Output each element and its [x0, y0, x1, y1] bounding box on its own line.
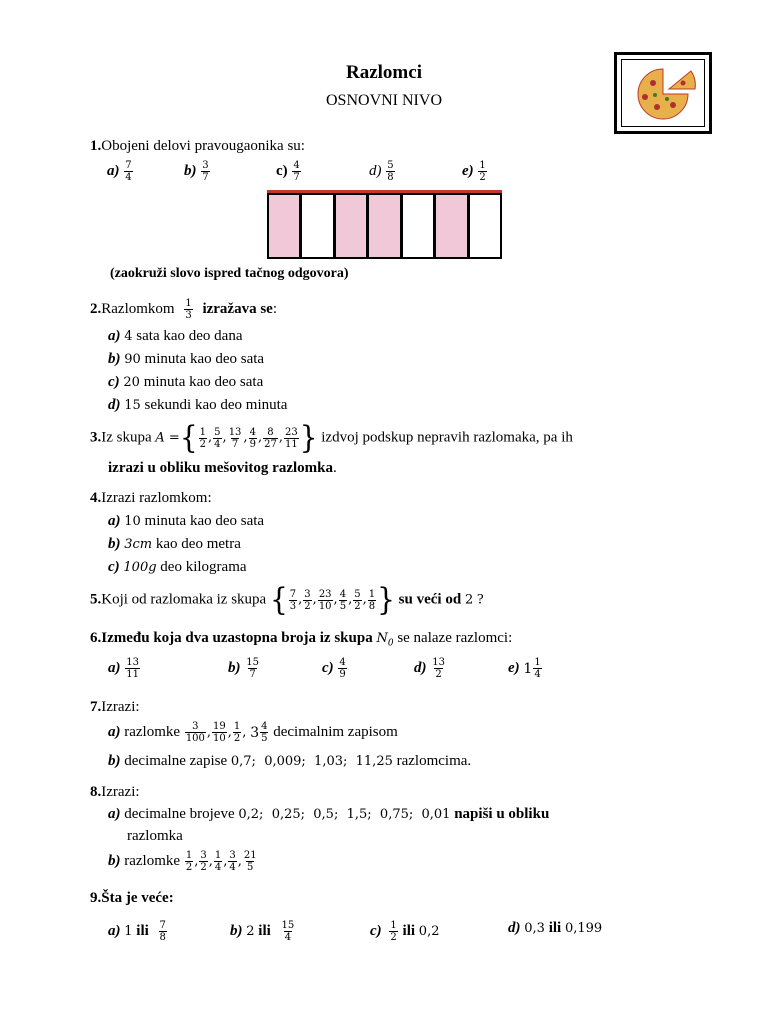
option-letter: b)	[184, 162, 197, 179]
shaded-cell	[433, 195, 466, 257]
comma: ,	[223, 854, 228, 869]
q8-fractions	[184, 850, 259, 873]
fraction: $\frac{8}{27}$	[264, 426, 277, 450]
comma: ,	[312, 592, 317, 608]
q2-text-bold: izražava se	[202, 300, 273, 317]
fraction: $\frac{1}{2}$	[479, 160, 486, 183]
fraction: $\frac{5}{8}$	[387, 160, 394, 183]
q1-option-a[interactable]	[107, 160, 134, 183]
fraction: $\frac{4}{9}$	[249, 426, 256, 450]
comma: ,	[222, 430, 227, 446]
fraction: $\frac{1}{8}$	[368, 588, 376, 612]
q3-text-b: izdvoj podskup nepravih razlomaka, pa ih	[321, 429, 573, 446]
fraction: $\frac{13}{7}$	[228, 426, 242, 450]
q1-number: 1.	[90, 138, 102, 154]
page-title: Razlomci	[346, 62, 422, 83]
fraction: $\frac{3}{4}$	[229, 850, 236, 873]
q9-heading: 9.Šta je veće:	[90, 890, 174, 906]
q6-option-d[interactable]: d) $\frac{13}{2}$	[414, 657, 445, 680]
option-letter: c)	[276, 162, 288, 179]
fraction: $\frac{23}{11}$	[284, 426, 298, 450]
q2-colon: :	[272, 300, 278, 317]
q6-heading: 6.Između koja dva uzastopna broja iz skupa $N_0$ se nalaze razlomci:	[90, 630, 513, 649]
pizza-image	[614, 52, 712, 134]
q2-heading	[90, 298, 277, 321]
q2-option-a[interactable]: a) 4 sata kao deo dana	[108, 328, 243, 344]
q6-option-c[interactable]: c) $\frac{4}{9}$	[322, 657, 346, 680]
fraction: $\frac{1}{2}$	[185, 850, 193, 873]
empty-cell	[299, 195, 332, 257]
comma: ,	[257, 430, 263, 446]
q8-part-a-cont: razlomka	[127, 828, 183, 844]
pizza-icon	[617, 55, 709, 131]
q7-part-a: a) razlomke $\frac{3}{100}$ , $\frac{19}{10}$ , $\frac{1}{2}$ , 3 $\frac{4}{5}$ decimalnim zapisom	[108, 721, 398, 744]
fraction: $\frac{19}{10}$	[213, 721, 226, 744]
comma: ,	[206, 725, 212, 740]
q3-heading: 3.Iz skupa A ={ $\frac{1}{2}$ , $\frac{5}{4}$ , $\frac{13}{7}$ , $\frac{4}{9}$ , $\frac{8}{27}$ , $\frac{23}{11}$ } izdvoj podskup nepravih razlomaka, pa ih	[90, 419, 573, 456]
comma: ,	[362, 592, 367, 608]
q4-option-c[interactable]: c) 100g deo kilograma	[108, 559, 247, 575]
q3-text: Iz skupa	[101, 429, 152, 446]
q8-part-b: b) razlomke $\frac{1}{2}$ , $\frac{3}{2}$ , $\frac{1}{4}$ , $\frac{3}{4}$ , $\frac{21}{5}$	[108, 850, 257, 873]
fraction: $\frac{3}{2}$	[304, 588, 311, 612]
empty-cell	[467, 195, 500, 257]
q3-number: 3.	[90, 429, 102, 446]
fraction: $\frac{4}{7}$	[293, 160, 300, 183]
fraction: $\frac{7}{3}$	[289, 588, 297, 612]
comma: ,	[333, 592, 338, 608]
q2-option-d[interactable]: d) 15 sekundi kao deo minuta	[108, 397, 288, 413]
fraction: $\frac{1}{4}$	[214, 850, 222, 873]
fraction: $\frac{1}{3}$	[185, 298, 192, 321]
comma: ,	[237, 854, 242, 869]
q9-option-d[interactable]: d) 0,3 ili 0,199	[508, 920, 603, 936]
q2-option-c[interactable]: c) 20 minuta kao deo sata	[108, 374, 264, 390]
page-subtitle: OSNOVNI NIVO	[326, 92, 442, 109]
fraction: $\frac{3}{2}$	[200, 850, 207, 873]
fraction: $\frac{21}{5}$	[243, 850, 257, 873]
fraction: $\frac{3}{100}$	[185, 721, 205, 744]
shaded-cell	[366, 195, 399, 257]
q3-set	[198, 426, 300, 450]
q4-heading: 4.Izrazi razlomkom:	[90, 490, 212, 506]
option-letter: a)	[107, 162, 120, 179]
q6-option-e[interactable]: e) 1 $\frac{1}{4}$	[508, 657, 541, 680]
q9-option-b[interactable]: b) 2 ili $\frac{15}{4}$	[230, 920, 295, 943]
q6-option-a[interactable]: a) $\frac{13}{11}$	[108, 657, 139, 680]
q7-heading: 7.Izrazi:	[90, 699, 140, 715]
q5-set	[288, 588, 377, 612]
comma: ,	[227, 725, 232, 740]
q9-option-a[interactable]: a) 1 ili $\frac{7}{8}$	[108, 920, 166, 943]
q7-fractions	[184, 721, 242, 744]
fraction: $\frac{3}{7}$	[202, 160, 209, 183]
q1-option-d[interactable]	[369, 160, 396, 183]
option-letter: e)	[462, 162, 474, 179]
comma: ,	[208, 430, 213, 446]
q5-heading: 5.Koji od razlomaka iz skupa { $\frac{7}{3}$ , $\frac{3}{2}$ , $\frac{23}{10}$ , $\frac{4}{5}$ , $\frac{5}{2}$ , $\frac{1}{8}$ } su veći od 2 ?	[90, 581, 484, 618]
q1-option-b[interactable]	[184, 160, 211, 183]
fraction: $\frac{23}{10}$	[318, 588, 332, 612]
fraction: $\frac{5}{2}$	[354, 588, 361, 612]
q9-option-c[interactable]: c) $\frac{1}{2}$ ili 0,2	[370, 920, 440, 943]
q1-note: (zaokruži slovo ispred tačnog odgovora)	[110, 266, 349, 281]
comma: ,	[243, 430, 248, 446]
comma: ,	[278, 430, 283, 446]
q6-option-b[interactable]: b) $\frac{15}{7}$	[228, 657, 259, 680]
fraction: $\frac{5}{4}$	[214, 426, 221, 450]
fraction: $\frac{1}{2}$	[199, 426, 207, 450]
fraction: $\frac{7}{4}$	[125, 160, 132, 183]
q4-option-b[interactable]: b) 3cm kao deo metra	[108, 536, 241, 552]
q4-option-a[interactable]: a) 10 minuta kao deo sata	[108, 513, 265, 529]
comma: ,	[194, 854, 199, 869]
comma: ,	[298, 592, 303, 608]
empty-cell	[400, 195, 433, 257]
shaded-cell	[269, 195, 299, 257]
comma: ,	[348, 592, 353, 608]
q8-heading: 8.Izrazi:	[90, 784, 140, 800]
q1-text: Obojeni delovi pravougaonika su:	[101, 138, 305, 154]
shaded-rectangle	[267, 193, 502, 259]
q3-line2: izrazi u obliku mešovitog razlomka.	[108, 460, 337, 476]
q2-number: 2.	[90, 300, 102, 317]
q2-option-b[interactable]: b) 90 minuta kao deo sata	[108, 351, 265, 367]
comma: ,	[208, 854, 213, 869]
fraction: $\frac{4}{5}$	[339, 588, 347, 612]
option-letter: d)	[369, 162, 382, 179]
q1-option-e[interactable]	[462, 160, 488, 183]
shaded-cell	[333, 195, 366, 257]
q2-text: Razlomkom	[101, 300, 175, 317]
q7-part-b: b) decimalne zapise 0,7; 0,009; 1,03; 11,25 razlomcima.	[108, 753, 472, 769]
fraction: $\frac{1}{2}$	[233, 721, 241, 744]
set-name: A =	[155, 430, 180, 446]
q1-option-c[interactable]	[276, 160, 302, 183]
q1-heading	[90, 138, 305, 155]
q8-part-a: a) decimalne brojeve 0,2; 0,25; 0,5; 1,5; 0,75; 0,01 napiši u obliku	[108, 806, 550, 822]
